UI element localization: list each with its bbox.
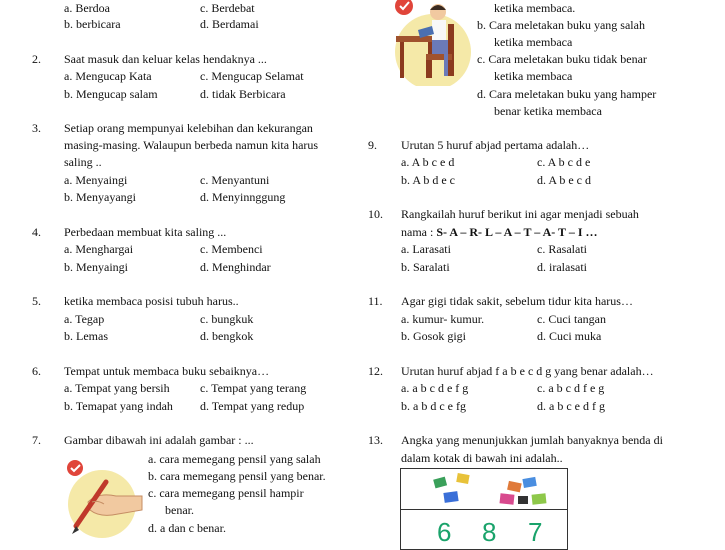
question-text: Rangkailah huruf berikut ini agar menjadi sebuah	[401, 207, 639, 221]
option-b: b. Menyaingi	[64, 260, 128, 274]
prev-option-c-cont: ketika membaca	[494, 69, 573, 83]
option-c: c. bungkuk	[200, 312, 254, 326]
option-a: a. Tempat yang bersih	[64, 381, 170, 395]
option-b: b. Mengucap salam	[64, 87, 158, 101]
option-d: d. Menyinnggung	[200, 190, 286, 204]
prev-option-d: d. Berdamai	[200, 17, 259, 31]
question-text: Urutan huruf abjad f a b e c d g yang benar adalah…	[401, 364, 654, 378]
question-number: 7.	[32, 433, 41, 447]
option-c-cont: benar.	[165, 503, 194, 517]
option-b: b. Saralati	[401, 260, 450, 274]
sharpeners-image	[420, 472, 560, 508]
option-d: d. a b c e d f g	[537, 399, 605, 413]
scrambled-letters: S- A – R- L – A – T – A- T – I …	[436, 225, 598, 239]
option-c: c. Mengucap Selamat	[200, 69, 304, 83]
option-c: c. Menyantuni	[200, 173, 270, 187]
question-number: 4.	[32, 225, 41, 239]
option-b: b. Gosok gigi	[401, 329, 467, 343]
option-d: d. iralasati	[537, 260, 587, 274]
option-b: b. Temapat yang indah	[64, 399, 173, 413]
question-text-cont: saling ..	[64, 155, 102, 169]
count-box-divider	[401, 509, 567, 510]
option-d: d. Tempat yang redup	[200, 399, 305, 413]
option-d: d. A b e c d	[537, 173, 591, 187]
question-text-cont: dalam kotak di bawah ini adalah..	[401, 451, 563, 465]
question-text: Gambar dibawah ini adalah gambar : ...	[64, 433, 254, 447]
option-a: a. Menyaingi	[64, 173, 128, 187]
question-text: Perbedaan membuat kita saling ...	[64, 225, 227, 239]
option-d: d. bengkok	[200, 329, 254, 343]
question-text: Urutan 5 huruf abjad pertama adalah…	[401, 138, 590, 152]
prev-option-d-cont: benar ketika membaca	[494, 104, 602, 118]
option-c: c. cara memegang pensil hampir	[148, 486, 304, 500]
question-number: 13.	[368, 433, 383, 447]
question-number: 6.	[32, 364, 41, 378]
option-b: b. A b d e c	[401, 173, 455, 187]
option-a: a. A b c e d	[401, 155, 455, 169]
option-c: c. A b c d e	[537, 155, 591, 169]
option-d: d. a dan c benar.	[148, 521, 226, 535]
option-a: a. cara memegang pensil yang salah	[148, 452, 321, 466]
option-b: b. a b d c e fg	[401, 399, 466, 413]
prev-option-b: b. Cara meletakan buku yang salah	[477, 18, 645, 32]
question-text-cont	[401, 225, 598, 239]
question-number: 2.	[32, 52, 41, 66]
question-text: Setiap orang mempunyai kelebihan dan kekurangan	[64, 121, 313, 135]
count-number: 8	[482, 517, 497, 547]
option-c: c. a b c d f e g	[537, 381, 605, 395]
child-reading-image	[388, 0, 478, 86]
hand-holding-pencil-image	[62, 458, 144, 540]
count-number: 7	[528, 517, 543, 547]
prev-option-b: b. berbicara	[64, 17, 121, 31]
question-text: Agar gigi tidak sakit, sebelum tidur kita harus…	[401, 294, 633, 308]
option-d: d. Cuci muka	[537, 329, 602, 343]
option-a: a. Tegap	[64, 312, 105, 326]
option-b: b. Menyayangi	[64, 190, 136, 204]
name-prefix: nama :	[401, 225, 437, 239]
question-text: ketika membaca posisi tubuh harus..	[64, 294, 239, 308]
question-number: 10.	[368, 207, 383, 221]
prev-option-a: a. Berdoa	[64, 1, 110, 15]
option-b: b. cara memegang pensil yang benar.	[148, 469, 326, 483]
option-a: a. a b c d e f g	[401, 381, 469, 395]
option-c: c. Cuci tangan	[537, 312, 606, 326]
prev-option-c: c. Berdebat	[200, 1, 255, 15]
question-text: Tempat untuk membaca buku sebaiknya…	[64, 364, 270, 378]
question-number: 11.	[368, 294, 383, 308]
question-text: Angka yang menunjukkan jumlah banyaknya benda di	[401, 433, 663, 447]
option-a: a. kumur- kumur.	[401, 312, 485, 326]
count-number: 6	[437, 517, 452, 547]
prev-option-a-cont: ketika membaca.	[494, 1, 576, 15]
prev-option-c: c. Cara meletakan buku tidak benar	[477, 52, 647, 66]
option-d: d. tidak Berbicara	[200, 87, 286, 101]
prev-option-b-cont: ketika membaca	[494, 35, 573, 49]
question-number: 9.	[368, 138, 377, 152]
question-text-cont: masing-masing. Walaupun berbeda namun kita harus	[64, 138, 319, 152]
option-c: c. Membenci	[200, 242, 263, 256]
question-text: Saat masuk dan keluar kelas hendaknya ...	[64, 52, 267, 66]
question-number: 12.	[368, 364, 383, 378]
question-number: 3.	[32, 121, 41, 135]
option-d: d. Menghindar	[200, 260, 271, 274]
option-a: a. Larasati	[401, 242, 451, 256]
option-c: c. Rasalati	[537, 242, 587, 256]
question-number: 5.	[32, 294, 41, 308]
option-b: b. Lemas	[64, 329, 108, 343]
option-a: a. Mengucap Kata	[64, 69, 152, 83]
option-c: c. Tempat yang terang	[200, 381, 307, 395]
option-a: a. Menghargai	[64, 242, 134, 256]
prev-option-d: d. Cara meletakan buku yang hamper	[477, 87, 657, 101]
